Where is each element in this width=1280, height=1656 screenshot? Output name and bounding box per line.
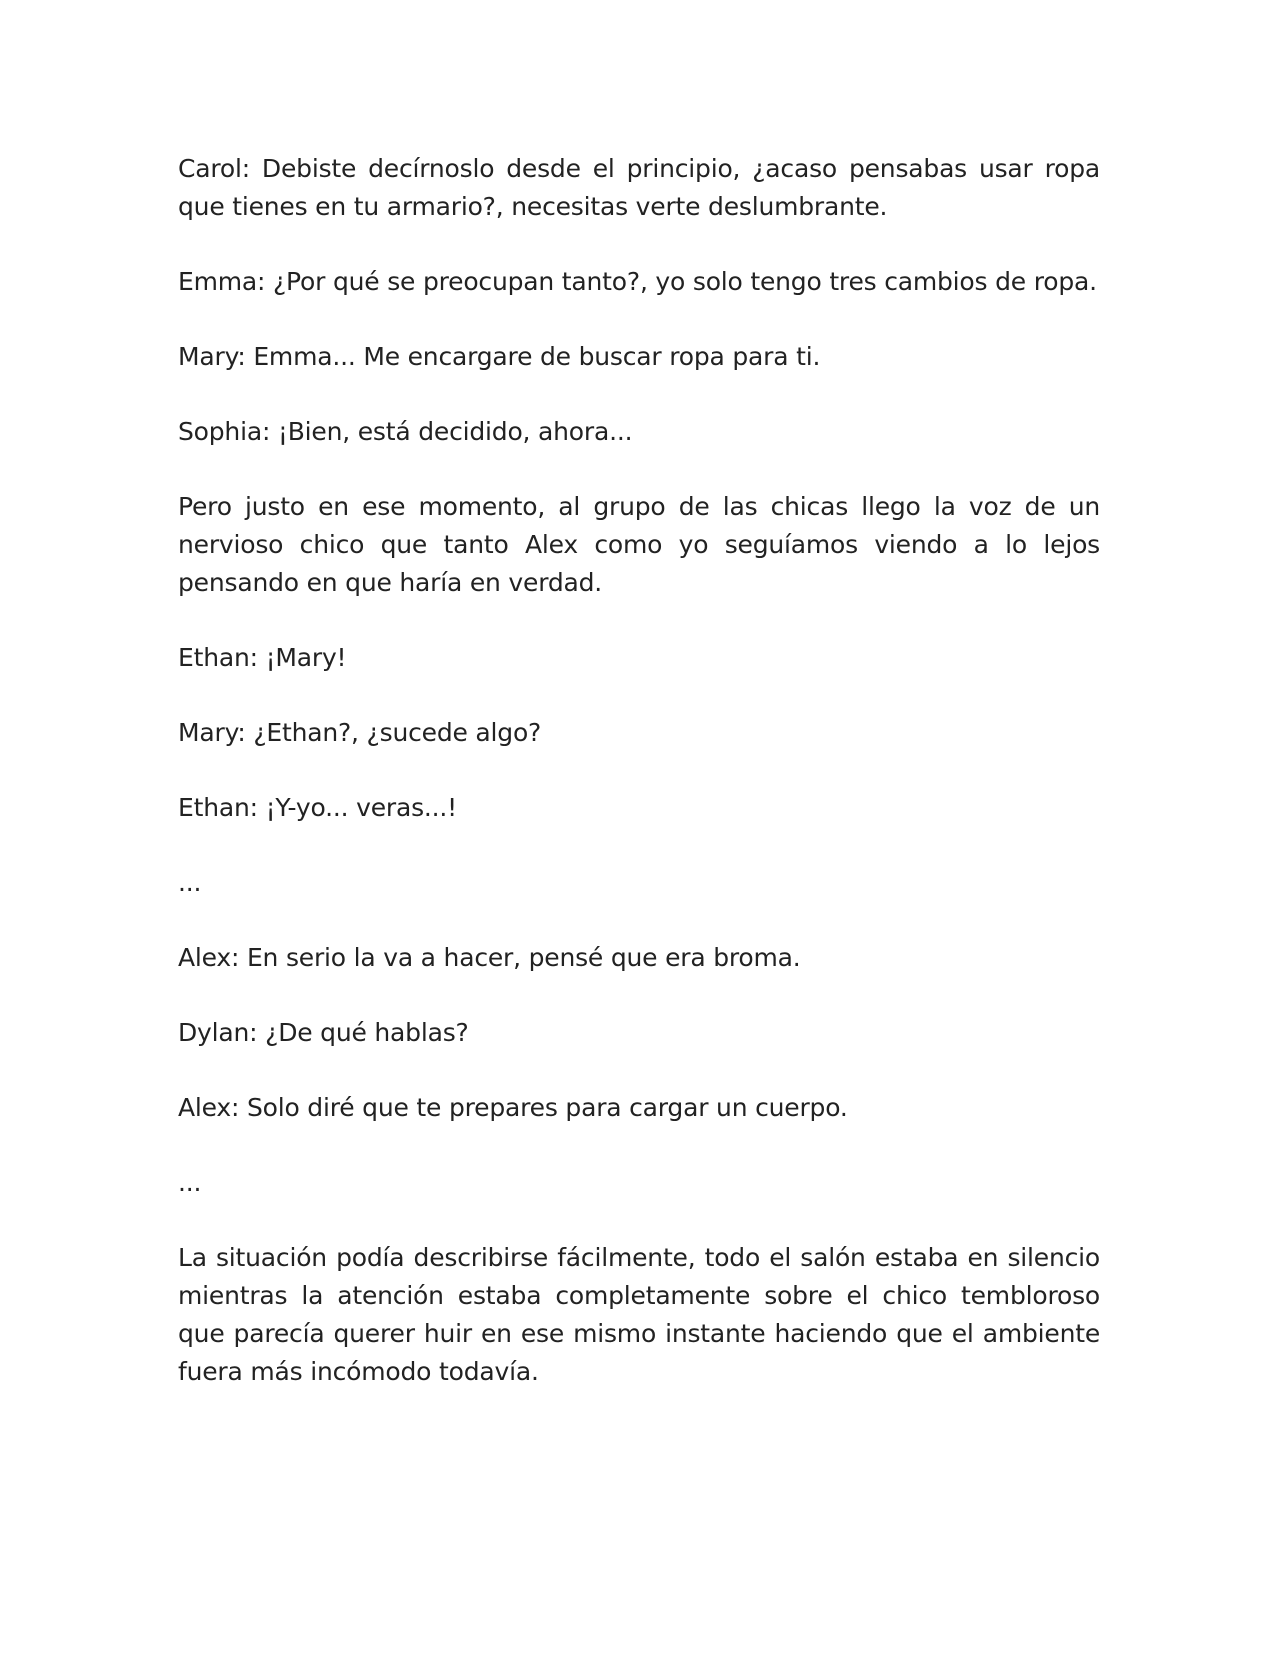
paragraph-mary-2: Mary: ¿Ethan?, ¿sucede algo? — [178, 718, 542, 747]
paragraph-ethan-2: Ethan: ¡Y-yo... veras...! — [178, 793, 457, 822]
paragraph-alex-2: Alex: Solo diré que te prepares para cargar un cuerpo. — [178, 1093, 848, 1122]
paragraph-mary: Mary: Emma... Me encargare de buscar ropa para ti. — [178, 342, 821, 371]
document-page — [178, 150, 1100, 1391]
paragraph-emma: Emma: ¿Por qué se preocupan tanto?, yo solo tengo tres cambios de ropa. — [178, 267, 1097, 296]
paragraph-narration-1: Pero justo en ese momento, al grupo de las chicas llego la voz de un nervioso chico que tanto Alex como yo seguíamos viendo a lo lejos pensando en que haría en verdad. — [178, 492, 1100, 597]
paragraph-ellipsis-2: ... — [178, 1168, 202, 1197]
paragraph-alex-1: Alex: En serio la va a hacer, pensé que era broma. — [178, 943, 801, 972]
paragraph-carol: Carol: Debiste decírnoslo desde el principio, ¿acaso pensabas usar ropa que tienes en tu armario?, necesitas verte deslumbrante. — [178, 154, 1100, 221]
paragraph-sophia: Sophia: ¡Bien, está decidido, ahora... — [178, 417, 633, 446]
paragraph-narration-2: La situación podía describirse fácilmente, todo el salón estaba en silencio mientras la atención estaba completamente sobre el chico tembloroso que parecía querer huir en ese mismo instante haciendo que el ambiente fuera más incómodo todavía. — [178, 1243, 1100, 1386]
paragraph-dylan: Dylan: ¿De qué hablas? — [178, 1018, 469, 1047]
paragraph-ellipsis-1: ... — [178, 868, 202, 897]
paragraph-ethan-1: Ethan: ¡Mary! — [178, 643, 347, 672]
